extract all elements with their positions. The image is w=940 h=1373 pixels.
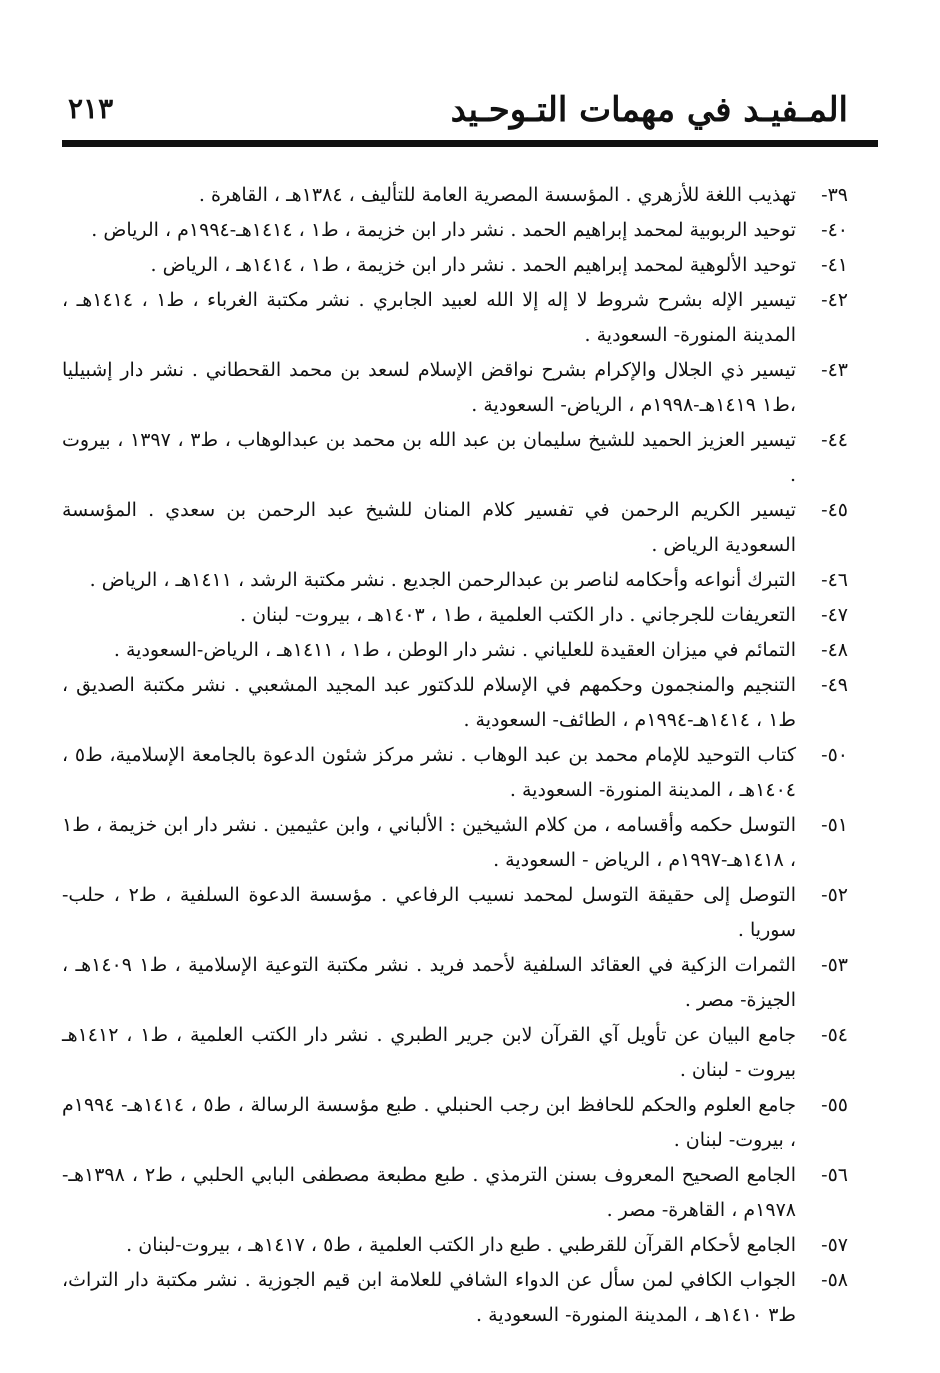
reference-number: ٤٢- — [821, 289, 848, 311]
reference-item — [62, 1263, 848, 1333]
reference-item — [62, 1228, 848, 1263]
reference-number: ٤١- — [821, 254, 848, 276]
reference-number: ٥٣- — [821, 954, 848, 976]
reference-text: تهذيب اللغة للأزهري . المؤسسة المصرية العامة للتأليف ، ١٣٨٤هـ ، القاهرة . — [198, 184, 796, 206]
reference-number: ٤٦- — [821, 569, 848, 591]
reference-number: ٥٢- — [821, 884, 848, 906]
reference-text: توحيد الربوبية لمحمد إبراهيم الحمد . نشر دار ابن خزيمة ، ط١ ، ١٤١٤هـ-١٩٩٤م ، الرياض . — [91, 219, 796, 241]
reference-number: ٤٠- — [821, 219, 848, 241]
reference-number: ٥١- — [821, 814, 848, 836]
reference-text: تيسير الإله بشرح شروط لا إله إلا الله لعبيد الجابري . نشر مكتبة الغرباء ، ط١ ، ١٤١٤هـ ، المدينة المنورة- السعودية . — [62, 289, 796, 346]
reference-item — [62, 668, 848, 738]
reference-item — [62, 283, 848, 353]
reference-list — [62, 178, 848, 1333]
reference-text: التبرك أنواعه وأحكامه لناصر بن عبدالرحمن الجديع . نشر مكتبة الرشد ، ١٤١١هـ ، الرياض . — [89, 569, 796, 591]
reference-number: ٤٤- — [821, 429, 848, 451]
reference-text: جامع العلوم والحكم للحافظ ابن رجب الحنبلي . طبع مؤسسة الرسالة ، ط٥ ، ١٤١٤هـ- ١٩٩٤م ، بيروت- لبنان . — [62, 1094, 797, 1151]
reference-number: ٤٣- — [821, 359, 848, 381]
reference-text: التمائم في ميزان العقيدة للعلياني . نشر دار الوطن ، ط١ ، ١٤١١هـ ، الرياض-السعودية . — [113, 639, 796, 661]
reference-number: ٥٨- — [821, 1269, 848, 1291]
book-title: المـفيـد في مهمات التـوحـيد — [450, 90, 848, 130]
reference-text: التعريفات للجرجاني . دار الكتب العلمية ، ط١ ، ١٤٠٣هـ ، بيروت- لبنان . — [240, 604, 796, 626]
reference-item — [62, 353, 848, 423]
reference-number: ٣٩- — [821, 184, 848, 206]
reference-number: ٥٧- — [821, 1234, 848, 1256]
reference-item — [62, 493, 848, 563]
reference-item — [62, 248, 848, 283]
page-number: ٢١٣ — [68, 92, 114, 125]
reference-text: جامع البيان عن تأويل آي القرآن لابن جرير الطبري . نشر دار الكتب العلمية ، ط١ ، ١٤١٢هـ بيروت - لبنان . — [62, 1024, 796, 1081]
reference-item — [62, 178, 848, 213]
reference-number: ٤٨- — [821, 639, 848, 661]
header-rule — [62, 140, 878, 147]
reference-number: ٥٦- — [821, 1164, 848, 1186]
reference-text: تيسير العزيز الحميد للشيخ سليمان بن عبد الله بن محمد بن عبدالوهاب ، ط٣ ، ١٣٩٧ ، بيروت . — [62, 429, 796, 486]
reference-text: التوسل حكمه وأقسامه ، من كلام الشيخين : الألباني ، وابن عثيمين . نشر دار ابن خزيمة ، ط١ ، ١٤١٨هـ-١٩٩٧م ، الرياض - السعودية . — [62, 814, 796, 871]
reference-text: الجواب الكافي لمن سأل عن الدواء الشافي للعلامة ابن قيم الجوزية . نشر مكتبة دار التراث، ط٣ ١٤١٠هـ ، المدينة المنورة- السعودية . — [62, 1269, 796, 1326]
reference-item — [62, 808, 848, 878]
reference-text: التوصل إلى حقيقة التوسل لمحمد نسيب الرفاعي . مؤسسة الدعوة السلفية ، ط٢ ، حلب- سوريا . — [62, 884, 796, 941]
page-header — [62, 88, 878, 138]
reference-item — [62, 213, 848, 248]
reference-item — [62, 948, 848, 1018]
reference-item — [62, 878, 848, 948]
reference-number: ٥٥- — [821, 1094, 848, 1116]
reference-item — [62, 1158, 848, 1228]
reference-item — [62, 598, 848, 633]
reference-number: ٤٩- — [821, 674, 848, 696]
reference-item — [62, 563, 848, 598]
reference-item — [62, 423, 848, 493]
reference-item — [62, 633, 848, 668]
reference-number: ٥٠- — [821, 744, 848, 766]
reference-text: تيسير ذي الجلال والإكرام بشرح نواقض الإسلام لسعد بن محمد القحطاني . نشر دار إشبيليا ،ط١ ١٤١٩هـ-١٩٩٨م ، الرياض- السعودية . — [62, 359, 796, 416]
reference-item — [62, 1088, 848, 1158]
reference-number: ٥٤- — [821, 1024, 848, 1046]
reference-item — [62, 738, 848, 808]
reference-text: التنجيم والمنجمون وحكمهم في الإسلام للدكتور عبد المجيد المشعبي . نشر مكتبة الصديق ، ط١ ، ١٤١٤هـ-١٩٩٤م ، الطائف- السعودية . — [62, 674, 796, 731]
reference-text: كتاب التوحيد للإمام محمد بن عبد الوهاب . نشر مركز شئون الدعوة بالجامعة الإسلامية، ط٥ ، ١٤٠٤هـ ، المدينة المنورة- السعودية . — [62, 744, 796, 801]
reference-text: الجامع الصحيح المعروف بسنن الترمذي . طبع مطبعة مصطفى البابي الحلبي ، ط٢ ، ١٣٩٨هـ- ١٩٧٨م ، القاهرة- مصر . — [62, 1164, 796, 1221]
reference-text: الثمرات الزكية في العقائد السلفية لأحمد فريد . نشر مكتبة التوعية الإسلامية ، ط١ ١٤٠٩هـ ، الجيزة- مصر . — [62, 954, 797, 1011]
reference-number: ٤٧- — [821, 604, 848, 626]
reference-text: الجامع لأحكام القرآن للقرطبي . طبع دار الكتب العلمية ، ط٥ ، ١٤١٧هـ ، بيروت-لبنان . — [126, 1234, 796, 1256]
reference-number: ٤٥- — [821, 499, 848, 521]
reference-text: تيسير الكريم الرحمن في تفسير كلام المنان للشيخ عبد الرحمن بن سعدي . المؤسسة السعودية الرياض . — [62, 499, 796, 556]
reference-text: توحيد الألوهية لمحمد إبراهيم الحمد . نشر دار ابن خزيمة ، ط١ ، ١٤١٤هـ ، الرياض . — [150, 254, 796, 276]
reference-item — [62, 1018, 848, 1088]
